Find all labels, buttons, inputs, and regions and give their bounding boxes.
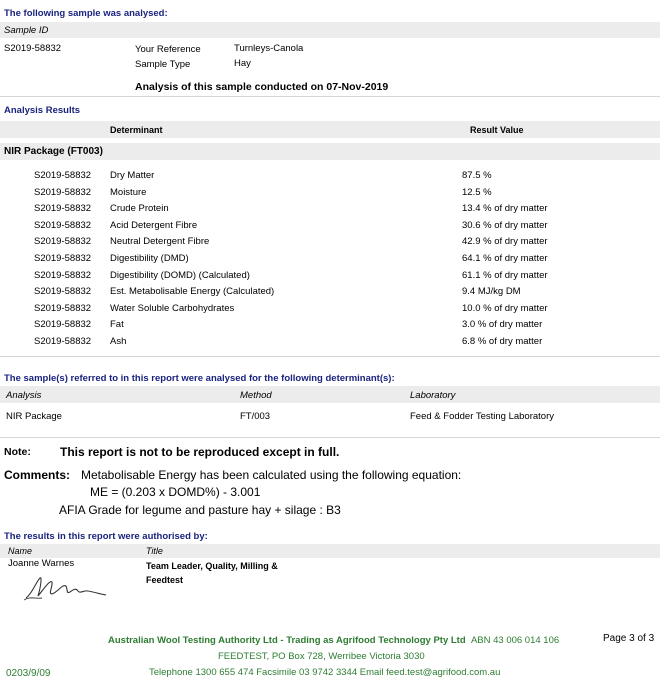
package-bar <box>0 143 660 160</box>
sample-id-cell: S2019-58832 <box>34 302 92 314</box>
page-number: Page 3 of 3 <box>603 633 655 644</box>
sample-id-cell: S2019-58832 <box>34 336 92 347</box>
determinants-section-title: The sample(s) referred to in this report were analysed for the following determinant(s): <box>4 373 395 384</box>
sample-type-value: Hay <box>234 58 251 69</box>
table-row <box>0 319 660 335</box>
method-header: Method <box>240 390 272 401</box>
laboratory-value: Feed & Fodder Testing Laboratory <box>410 411 554 422</box>
result-value-cell: 42.9 % of dry matter <box>462 236 548 248</box>
name-header: Name <box>8 546 33 556</box>
analysis-value: NIR Package <box>6 411 62 422</box>
results-header-bar <box>0 121 660 138</box>
result-value-cell: 61.1 % of dry matter <box>462 269 548 281</box>
results-section-title: Analysis Results <box>4 105 81 116</box>
divider <box>0 356 660 357</box>
determinants-header-bar <box>0 386 660 403</box>
determinant-cell: Fat <box>110 319 124 331</box>
authorised-section-title: The results in this report were authorised by: <box>4 531 208 542</box>
analysis-header: Analysis <box>6 390 42 401</box>
sample-id-cell: S2019-58832 <box>34 186 92 198</box>
result-value-cell: 3.0 % of dry matter <box>462 319 543 331</box>
determinant-cell: Neutral Detergent Fibre <box>110 236 210 248</box>
note-label: Note: <box>4 446 31 458</box>
result-value-cell: 9.4 MJ/kg DM <box>462 286 521 298</box>
authorised-header-bar <box>0 544 660 558</box>
result-value-cell: 12.5 % <box>462 186 492 198</box>
table-row <box>0 203 660 219</box>
result-value-cell: 6.8 % of dry matter <box>462 336 543 347</box>
footer-address: FEEDTEST, PO Box 728, Werribee Victoria 3030 <box>218 651 425 662</box>
table-row <box>0 170 660 186</box>
result-value-cell: 87.5 % <box>462 170 492 181</box>
comments-line-1: Metabolisable Energy has been calculated using the following equation: <box>81 468 462 482</box>
table-row <box>0 286 660 302</box>
title-header: Title <box>146 546 163 556</box>
result-value-cell: 13.4 % of dry matter <box>462 203 548 215</box>
table-row <box>0 220 660 236</box>
sample-id-cell: S2019-58832 <box>34 286 92 298</box>
determinant-cell: Moisture <box>110 186 147 198</box>
your-reference-value: Turnleys-Canola <box>234 43 304 54</box>
determinant-cell: Crude Protein <box>110 203 169 215</box>
authoriser-name: Joanne Warnes <box>8 558 75 569</box>
sample-id-cell: S2019-58832 <box>34 170 92 181</box>
result-value-cell: 30.6 % of dry matter <box>462 219 548 231</box>
footer-contact: Telephone 1300 655 474 Facsimile 03 9742 3344 Email feed.test@agrifood.com.au <box>149 667 501 678</box>
table-row <box>0 270 660 286</box>
sample-section-title: The following sample was analysed: <box>4 8 168 19</box>
note-text: This report is not to be reproduced except in full. <box>60 445 340 459</box>
determinant-cell: Est. Metabolisable Energy (Calculated) <box>110 286 275 298</box>
result-value-cell: 64.1 % of dry matter <box>462 253 548 264</box>
laboratory-header: Laboratory <box>410 390 456 401</box>
table-row <box>0 253 660 269</box>
determinant-header: Determinant <box>110 125 163 135</box>
authoriser-title-line-2: Feedtest <box>146 575 184 585</box>
table-row <box>0 303 660 319</box>
sample-id-cell: S2019-58832 <box>34 203 92 215</box>
table-row <box>0 236 660 252</box>
sample-id-cell: S2019-58832 <box>34 236 92 248</box>
analysis-date: Analysis of this sample conducted on 07-Nov-2019 <box>135 81 389 93</box>
sample-id-cell: S2019-58832 <box>34 319 92 331</box>
method-value: FT/003 <box>240 411 271 422</box>
sample-id-cell: S2019-58832 <box>34 219 92 231</box>
determinant-cell: Acid Detergent Fibre <box>110 219 198 231</box>
authoriser-title-line-1: Team Leader, Quality, Milling & <box>146 561 278 571</box>
table-row <box>0 336 660 352</box>
signature-image <box>22 572 108 604</box>
sample-header-bar <box>0 22 660 38</box>
sample-id-cell: S2019-58832 <box>34 269 92 281</box>
determinant-cell: Digestibility (DMD) <box>110 253 189 264</box>
sample-id-header: Sample ID <box>4 25 49 36</box>
divider <box>0 437 660 438</box>
comments-equation: ME = (0.203 x DOMD%) - 3.001 <box>90 485 261 499</box>
footer-company <box>108 635 559 646</box>
result-value-header: Result Value <box>470 125 524 135</box>
footer-company-name: Australian Wool Testing Authority Ltd - Trading as Agrifood Technology Pty Ltd <box>108 635 466 646</box>
determinant-cell: Dry Matter <box>110 170 155 181</box>
result-value-cell: 10.0 % of dry matter <box>462 302 548 314</box>
determinant-cell: Water Soluble Carbohydrates <box>110 302 235 314</box>
sample-type-label: Sample Type <box>135 59 191 70</box>
table-row <box>0 187 660 203</box>
sample-id-cell: S2019-58832 <box>34 253 92 264</box>
determinant-cell: Digestibility (DOMD) (Calculated) <box>110 269 250 281</box>
sample-id: S2019-58832 <box>4 43 62 54</box>
divider <box>0 96 660 97</box>
form-code: 0203/9/09 <box>6 668 51 679</box>
your-reference-label: Your Reference <box>135 44 201 55</box>
package-title: NIR Package (FT003) <box>4 146 103 157</box>
footer-abn: ABN 43 006 014 106 <box>470 635 560 646</box>
comments-line-3: AFIA Grade for legume and pasture hay + silage : B3 <box>59 503 341 517</box>
comments-label: Comments: <box>4 468 71 482</box>
determinant-cell: Ash <box>110 336 127 347</box>
